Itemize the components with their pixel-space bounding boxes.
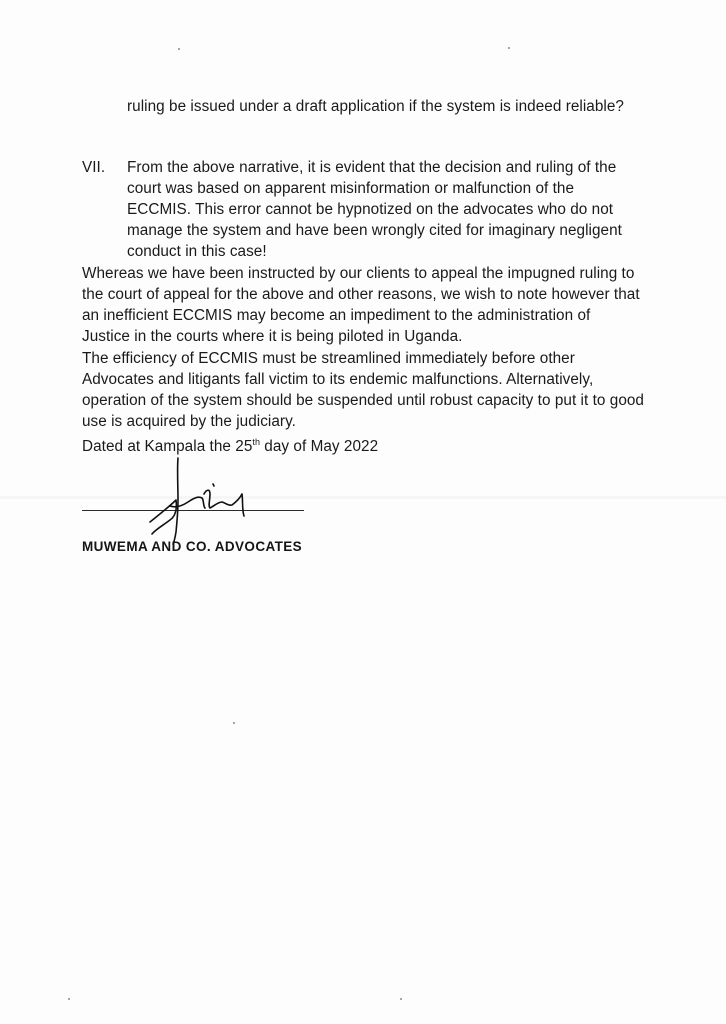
scan-speck <box>68 998 70 1000</box>
handwritten-signature <box>140 450 260 550</box>
appeal-paragraph: Whereas we have been instructed by our clients to appeal the impugned ruling to the court of appeal for the above and other reasons, we wish to note however that an inefficient ECCMIS may become an impediment to the administration of Justice in the courts where it is being piloted in Uganda. <box>82 265 640 345</box>
efficiency-paragraph: The efficiency of ECCMIS must be streamlined immediately before other Advocates and litigants fall victim to its endemic malfunctions. Alternatively, operation of the system should be suspended until robust capacity to put it to good use is acquired by the judiciary. <box>82 350 644 430</box>
date-ordinal: th <box>252 436 260 447</box>
scan-speck <box>233 722 235 724</box>
scan-artifact-band <box>0 496 726 499</box>
item-text: From the above narrative, it is evident that the decision and ruling of the court was based on apparent misinformation or malfunction of the ECCMIS. This error cannot be hypnotized on the advocates who do not manage the system and have been wrongly cited for imaginary negligent conduct in this case! <box>127 159 622 260</box>
scan-speck <box>508 47 510 49</box>
continuation-paragraph: ruling be issued under a draft application if the system is indeed reliable? <box>127 98 624 115</box>
date-prefix: Dated at Kampala the 25 <box>82 438 253 455</box>
date-suffix: day of May 2022 <box>260 438 379 455</box>
item-number: VII. <box>82 159 106 176</box>
firm-name: MUWEMA AND CO. ADVOCATES <box>82 538 303 554</box>
scan-speck <box>400 998 402 1000</box>
scan-speck <box>178 48 180 50</box>
